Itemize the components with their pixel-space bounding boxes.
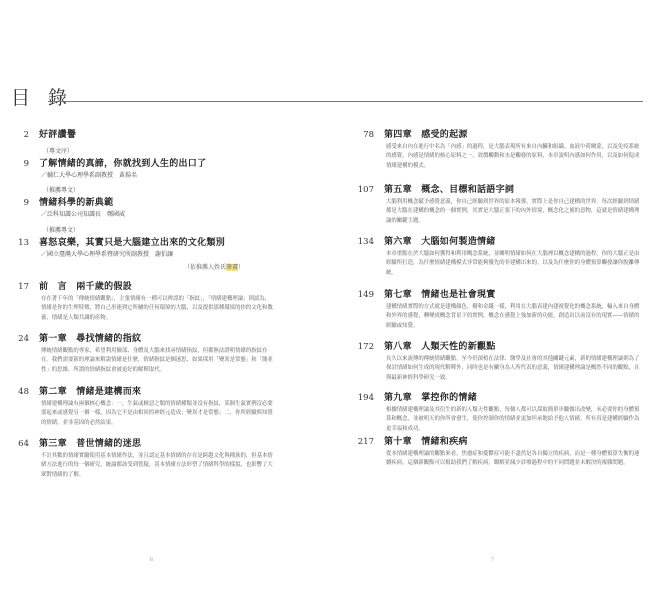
recommender-note-suffix: ）: [238, 264, 245, 271]
right-page-number: 7: [491, 557, 495, 563]
entry-heading: 好評讚譽: [39, 130, 77, 140]
entry-page-number: 134: [357, 237, 374, 247]
entry-author: ／國立臺灣大學心理學系暨研究所副教授 謝伯讓: [41, 251, 174, 258]
entry-description: 情緒建構理論有兩個核心概念：一，生氣或厭惡之類的情緒種類並沒有指紋，某個生氣實例沒必要要起來或感覺另一個一樣，因為它不是由相同的神經元造成；變異才是常態；二，你所經驗與知覺的情緒，並非基因的必然結果。: [41, 401, 273, 426]
entry-heading: 第一章 尋找情緒的指紋: [39, 334, 142, 344]
entry-heading: 第八章 人類天性的新觀點: [384, 342, 496, 352]
toc-entry[interactable]: [9, 147, 274, 180]
entry-description: 存在著千年的「傳統情緒觀點」，主張情緒有一種可以辨認的「指紋」，「情緒建構理論」則認為，情緒是你的生理特徵，將自己串連到它所屬的任何環境的大腦，以及提供那種環境的你的文化和教養，情緒是人類共識的產物。: [41, 296, 273, 321]
entry-heading: 喜怒哀樂，其實只是大腦建立出來的文化類別: [39, 238, 226, 248]
entry-tag: （推薦專文）: [43, 187, 80, 194]
entry-heading: 第三章 普世情緒的迷思: [39, 439, 142, 449]
entry-heading: 第五章 概念、目標和話語字詞: [384, 185, 515, 195]
entry-page-number: 9: [23, 159, 29, 169]
entry-page-number: 48: [18, 387, 29, 397]
toc-entry[interactable]: [354, 390, 644, 434]
entry-page-number: 217: [357, 437, 374, 447]
toc-entry[interactable]: [354, 234, 644, 278]
entry-heading: 情緒科學的新典範: [39, 198, 114, 208]
entry-heading: 第二章 情緒是建構而來: [39, 387, 142, 397]
entry-heading: 第七章 情緒也是社會現實: [384, 290, 496, 300]
toc-header: [0, 83, 655, 113]
entry-page-number: 194: [357, 393, 374, 403]
toc-entry[interactable]: [354, 434, 644, 469]
toc-entry[interactable]: [9, 384, 274, 428]
page-title: 目 錄: [11, 87, 74, 109]
entry-heading: 第九章 掌控你的情緒: [384, 393, 478, 403]
entry-page-number: 2: [23, 130, 29, 140]
entry-heading: 第十章 情緒和疾病: [384, 437, 468, 447]
entry-tag: （專文序）: [43, 148, 74, 155]
title-rule: [48, 101, 643, 102]
highlight-mark: 筆畫: [226, 264, 239, 271]
entry-description: 不計其數的情緒實驗使用基本情緒作法，並且認定基本情緒的存在是跨越文化與種族的，但基本情緒方法進行的每一個研究，統論都該受到質疑，基本情緒方法形塑了情緒科學的樣貌，也影響了大眾對情緒的了解。: [41, 453, 273, 478]
entry-description: 大腦利用概念賦予感覺意義，你自己經驗到世界的原本報導，實際上是你自己建構的世界。每次經驗到情緒都是大腦在建構的概念的一個實例，其實是大腦正要下的內外情境，概念化之後的意物，這就是情緒建構理論的關鍵主題。: [386, 199, 640, 224]
toc-entry[interactable]: [9, 186, 274, 219]
entry-description: 從本情緒建構理論的觀點來看，焦慮症和憂鬱症可能不盡然是各自獨立的疾病，而是一種身體預算失衡的連續疾病，這個新觀點可以幫助我們了解疾病，瞭解並減少診療過程中的不同問題並未解決的複雜問題。: [386, 451, 640, 467]
entry-page-number: 78: [363, 130, 374, 140]
entry-author: ／輔仁大學心理學系副教授 黃揚名: [41, 172, 138, 179]
entry-page-number: 24: [18, 334, 29, 344]
entry-heading: 前 言 兩千歲的假設: [39, 282, 133, 292]
entry-page-number: 64: [18, 439, 29, 449]
recommender-note: [184, 262, 244, 271]
recommender-note-prefix: （依推薦人姓氏: [184, 264, 227, 271]
entry-description: 本章重點在於大腦如何獲得和利用概念系統，並闡明情緒如何在大腦裡以概念建構的過程，你的大腦正是由經驗所打造，為什麼情緒建構模式非常能夠優先的非建構出來的，以及為什麼你的身體預算觸發讓你脫離傳統。: [386, 251, 640, 276]
entry-page-number: 149: [357, 290, 374, 300]
entry-author: ／泛科知識公司知識長 鄭國威: [41, 211, 126, 218]
toc-entry[interactable]: [354, 339, 644, 383]
entry-heading: 第四章 感受的起源: [384, 130, 468, 140]
entry-page-number: 107: [357, 185, 374, 195]
entry-description: 長久以來流傳的傳統情緒觀點，至今仍深植在法律、醫學及社會的其他關鍵元素，新的情緒建構理論則為了探討情緒如何生成的現代解釋外，同時也是有關身為人所代表的意義，情緒建構理論是概然不同的觀點，且與最新神經科學研究一致。: [386, 356, 640, 381]
entry-description: 根據情緒建構理論及其衍生的新的人類天性觀點，每個人都可以採取簡單步驟做出改變，未必要你的身體預算和概念，並被明天的你所會發生，使你控制你的情緒並更加坦承地給予他人情緒。所有真是建構經驗作為更幸福和成功。: [386, 407, 640, 432]
entry-page-number: 13: [18, 238, 29, 248]
entry-description: 傳統情緒觀點的專家，希望利用臉部、身體及大腦來找尋情緒指紋，但都無法證明情緒的指紋存在。我們需要新的理論來解說情緒是什麼，情緒指紋是個迷思，如果採用「變異是常態」和「簡並性」的思維，所謂的情緒指紋會被更好的解釋取代。: [41, 348, 273, 373]
toc-entry[interactable]: [354, 127, 644, 171]
entry-page-number: 172: [357, 342, 374, 352]
entry-page-number: 17: [18, 282, 29, 292]
toc-entry[interactable]: [9, 226, 274, 259]
toc-entry[interactable]: [9, 127, 274, 140]
entry-tag: （推薦專文）: [43, 227, 80, 234]
toc-entry[interactable]: [9, 279, 274, 323]
left-page-number: 6: [150, 557, 154, 563]
entry-page-number: 9: [23, 198, 29, 208]
entry-description: 建構情緒實際的方式就是建構顏色，樹和金錢一樣，利用在大腦表建內建視覺化的概念系統，輸入來自身體和外界的感覺，轉變成概念背景下的實例，概念在感覺上強加新的功能，創造出以前沒有的現實——情緒的經驗或知覺。: [386, 304, 640, 329]
toc-entry[interactable]: [9, 331, 274, 375]
toc-entry[interactable]: [354, 182, 644, 226]
entry-heading: 第六章 大腦如何製造情緒: [384, 237, 496, 247]
toc-entry[interactable]: [354, 287, 644, 331]
entry-heading: 了解情緒的真諦，你就找到人生的出口了: [39, 159, 207, 169]
entry-description: 感受來自內在進行中名為「內感」的過程，是大腦表現所有來自內臟和組織、血液中荷爾蒙，以及免疫系統的感覺。內感是情緒的核心原料之一，效價觸動和水是觸發的原料，本章說明內感如何作用，以及如何促成情緒建構的模式。: [386, 144, 640, 169]
toc-entry[interactable]: [9, 436, 274, 480]
